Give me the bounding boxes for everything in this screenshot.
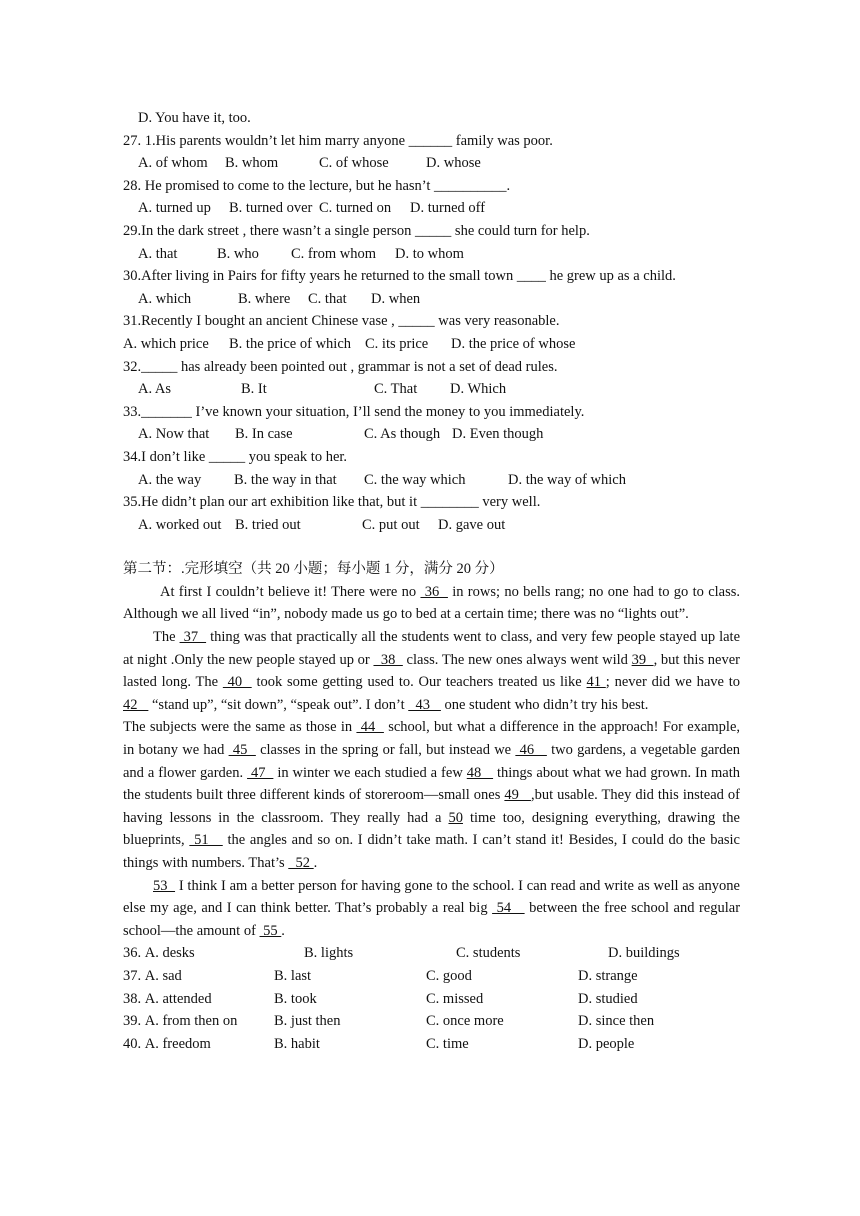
question-31-stem: 31.Recently I bought an ancient Chinese vase , _____ was very reasonable. bbox=[123, 313, 560, 330]
question-30-options bbox=[123, 288, 740, 311]
answer-option: C. time bbox=[426, 1035, 469, 1052]
blank-48: 48 bbox=[466, 764, 494, 781]
blank-42: 42 bbox=[123, 696, 149, 713]
option: D. Which bbox=[450, 381, 507, 398]
passage-paragraph-3: The subjects were the same as those in 44 school, but what a difference in the approach! For example, in botany we had 45 classes in the spring or fall, but instead we 46 two gardens, a vegetable garden and a flower garden. 47 in winter we each studied a few 48 things about what we had grown. In math the students built three different kinds of storeroom—small ones 49 ,but usable. They did this instead of having lessons in the classroom. They really had a 50 time too, designing everything, drawing the blueprints, 51 the angles and so on. I didn’t take math. I can’t stand it! Besides, I could do the basic things with numbers. That’s 52 . bbox=[123, 719, 741, 871]
option: D. whose bbox=[426, 155, 481, 172]
option: B. the way in that bbox=[234, 471, 337, 488]
passage-paragraph-2: The 37 thing was that practically all the students went to class, and very few people stayed up late at night .Only the new people stayed up or 38 class. The new ones always went wild 39 , but this never lasted long. The 40 took some getting used to. Our teachers treated us like 41 ; never did we have to 42 “stand up”, “sit down”, “speak out”. I don’t 43 one student who didn’t try his best. bbox=[123, 629, 741, 713]
option: B. tried out bbox=[235, 516, 301, 533]
option: B. where bbox=[238, 290, 291, 307]
answer-option: D. strange bbox=[578, 967, 638, 984]
question-35-options bbox=[123, 514, 740, 537]
option: C. from whom bbox=[291, 245, 376, 262]
blank-49: 49 bbox=[504, 787, 531, 804]
exam-page bbox=[123, 107, 740, 1055]
question-33-stem: 33._______ I’ve known your situation, I’ll send the money to you immediately. bbox=[123, 403, 585, 420]
answer-option: 40. A. freedom bbox=[123, 1035, 211, 1052]
answer-option: 36. A. desks bbox=[123, 945, 195, 962]
blank-50: 50 bbox=[448, 809, 463, 826]
option: A. Now that bbox=[138, 426, 210, 443]
blank-40: 40 bbox=[222, 674, 252, 691]
option: B. who bbox=[217, 245, 259, 262]
blank-44: 44 bbox=[356, 719, 384, 736]
question-32-options bbox=[123, 378, 740, 401]
question-30-stem: 30.After living in Pairs for fifty years he returned to the small town ____ he grew up as a child. bbox=[123, 268, 676, 285]
blank-52: 52 bbox=[288, 855, 314, 871]
answer-row-37 bbox=[123, 965, 740, 988]
answer-option: B. habit bbox=[274, 1035, 320, 1052]
answer-option: D. buildings bbox=[608, 945, 680, 962]
question-34-stem: 34.I don’t like _____ you speak to her. bbox=[123, 448, 348, 465]
blank-39: 39 bbox=[631, 651, 654, 668]
option: B. turned over bbox=[229, 200, 313, 217]
option: A. the way bbox=[138, 471, 202, 488]
question-27-stem: 27. 1.His parents wouldn’t let him marry anyone ______ family was poor. bbox=[123, 132, 553, 149]
answer-option: 37. A. sad bbox=[123, 967, 182, 984]
blank-37: 37 bbox=[179, 629, 207, 646]
answer-option: D. people bbox=[578, 1035, 635, 1052]
option: D. the way of which bbox=[508, 471, 626, 488]
question-32-stem: 32._____ has already been pointed out , grammar is not a set of dead rules. bbox=[123, 358, 558, 375]
option: D. when bbox=[371, 290, 421, 307]
answer-option: D. studied bbox=[578, 990, 638, 1007]
option: A. which price bbox=[123, 335, 209, 352]
blank-55: 55 bbox=[259, 922, 282, 939]
blank-45: 45 bbox=[228, 742, 256, 759]
option: A. turned up bbox=[138, 200, 211, 217]
blank-41: 41 bbox=[586, 674, 606, 691]
question-28-stem: 28. He promised to come to the lecture, but he hasn’t __________. bbox=[123, 177, 511, 194]
blank-43: 43 bbox=[408, 696, 441, 713]
option: C. the way which bbox=[364, 471, 466, 488]
question-33-options bbox=[123, 423, 740, 446]
option: B. the price of which bbox=[229, 335, 352, 352]
blank-53: 53 bbox=[153, 877, 176, 894]
blank-36: 36 bbox=[420, 583, 448, 600]
option: C. put out bbox=[362, 516, 420, 533]
answer-option: 39. A. from then on bbox=[123, 1013, 238, 1030]
section-2-title: 第二节：.完形填空（共 20 小题；每小题 1 分，满分 20 分） bbox=[123, 561, 504, 578]
option: D. Even though bbox=[452, 426, 544, 443]
option: C. turned on bbox=[319, 200, 392, 217]
question-29-options bbox=[123, 243, 740, 266]
option: A. worked out bbox=[138, 516, 222, 533]
option: C. That bbox=[374, 381, 418, 398]
option: D. to whom bbox=[395, 245, 464, 262]
question-27-options bbox=[123, 152, 740, 175]
blank-38: 38 bbox=[373, 651, 403, 668]
option: C. of whose bbox=[319, 155, 389, 172]
answer-option: B. just then bbox=[274, 1013, 341, 1030]
option: A. that bbox=[138, 245, 178, 262]
passage-paragraph-1: At first I couldn’t believe it! There were no 36 in rows; no bells rang; no one had to go to class. Although we all lived “in”, nobody made us go to bed at a certain time; there was no “lights out”. bbox=[123, 583, 741, 623]
blank-54: 54 bbox=[492, 900, 525, 917]
answer-row-38 bbox=[123, 988, 740, 1011]
option: A. As bbox=[138, 381, 172, 398]
passage-paragraph-4: 53 I think I am a better person for having gone to the school. I can read and write as well as anyone else my age, and I can think better. That’s probably a real big 54 between the free school and regular school—the amount of 55 . bbox=[123, 877, 741, 939]
answer-row-39 bbox=[123, 1010, 740, 1033]
answer-row-40 bbox=[123, 1033, 740, 1056]
option: D. the price of whose bbox=[451, 335, 576, 352]
answer-option: C. students bbox=[456, 945, 521, 962]
option: A. which bbox=[138, 290, 192, 307]
answer-row-36 bbox=[123, 942, 740, 965]
question-34-options bbox=[123, 469, 740, 492]
option: D. turned off bbox=[410, 200, 486, 217]
question-35-stem: 35.He didn’t plan our art exhibition like that, but it ________ very well. bbox=[123, 494, 541, 511]
question-31-options bbox=[123, 333, 740, 356]
answer-option: 38. A. attended bbox=[123, 990, 212, 1007]
option: C. its price bbox=[365, 335, 429, 352]
answer-option: B. lights bbox=[304, 945, 354, 962]
blank-47: 47 bbox=[247, 764, 274, 781]
option: B. In case bbox=[235, 426, 293, 443]
q26-option-d: D. You have it, too. bbox=[138, 110, 251, 126]
option: C. that bbox=[308, 290, 347, 307]
option: B. It bbox=[241, 381, 267, 398]
answer-option: C. once more bbox=[426, 1013, 504, 1030]
option: C. As though bbox=[364, 426, 441, 443]
blank-46: 46 bbox=[515, 742, 547, 759]
blank-51: 51 bbox=[189, 832, 223, 849]
answer-option: C. missed bbox=[426, 990, 484, 1007]
answer-option: B. took bbox=[274, 990, 317, 1007]
option: A. of whom bbox=[138, 155, 208, 172]
option: B. whom bbox=[225, 155, 279, 172]
answer-option: B. last bbox=[274, 967, 312, 984]
question-28-options bbox=[123, 197, 740, 220]
question-29-stem: 29.In the dark street , there wasn’t a single person _____ she could turn for help. bbox=[123, 222, 590, 239]
answer-option: D. since then bbox=[578, 1013, 655, 1030]
answer-option: C. good bbox=[426, 967, 472, 984]
option: D. gave out bbox=[438, 516, 506, 533]
